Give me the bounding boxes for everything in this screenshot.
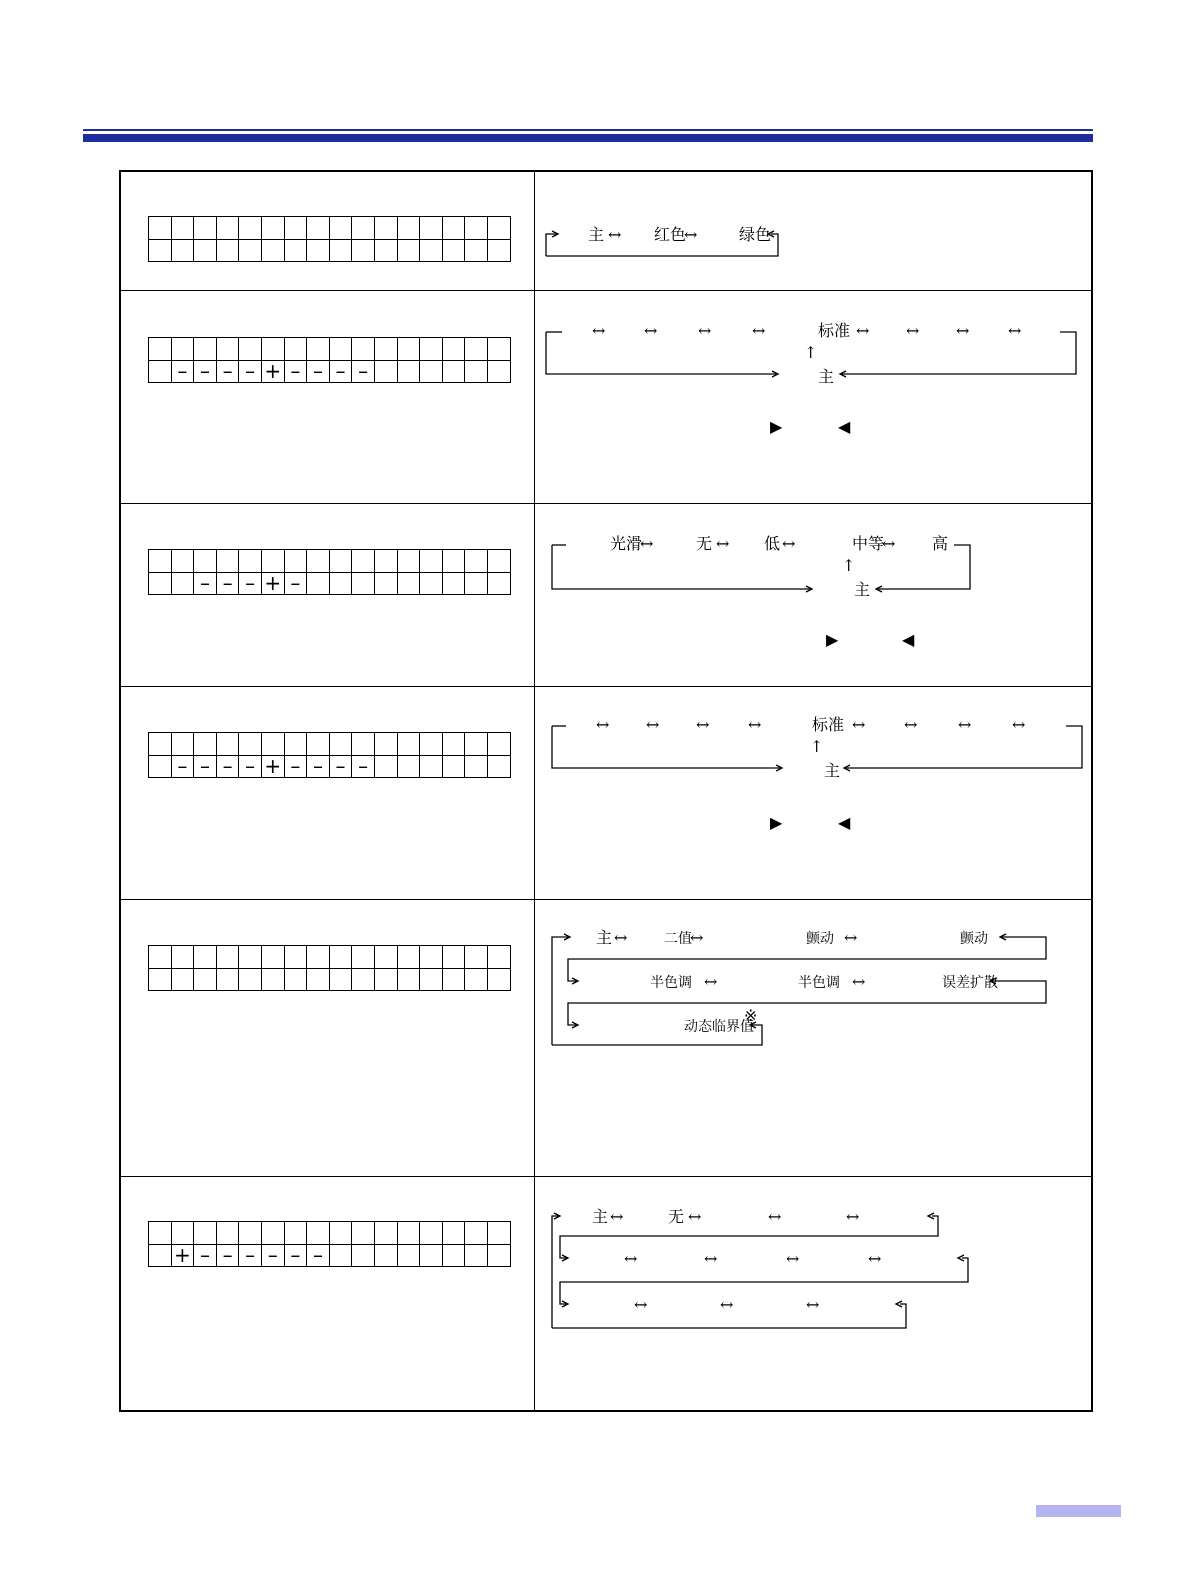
lcd-cell — [374, 239, 397, 262]
label-binary: 二值 — [664, 931, 692, 947]
lcd-cell — [171, 946, 194, 969]
lcd-cell — [465, 217, 488, 240]
lcd-cell — [420, 1222, 443, 1245]
arrow-lr: ↔ — [852, 715, 866, 734]
label-main: 主 — [596, 928, 613, 947]
edge-flow-diagram — [536, 505, 1091, 685]
lcd-cell — [216, 733, 239, 756]
lcd-cell — [261, 217, 284, 240]
lcd-cell — [352, 1222, 375, 1245]
lcd-cell: – — [239, 572, 262, 595]
lcd-cell — [239, 217, 262, 240]
column-divider — [534, 170, 535, 1412]
lcd-cell — [194, 733, 217, 756]
label-standard: 标准 — [818, 321, 851, 340]
lcd-cell — [397, 755, 420, 778]
lcd-cell — [397, 239, 420, 262]
row-divider — [119, 503, 1093, 504]
lcd-cell: – — [194, 1244, 217, 1267]
label-dither: 颤动 — [806, 931, 834, 947]
arrow-lr: ↔ — [610, 1207, 624, 1226]
arrow-lr: ↔ — [704, 1249, 718, 1268]
lcd-cell — [194, 946, 217, 969]
label-halftone: 半色调 — [650, 975, 692, 991]
note-mark: ※ — [744, 1006, 758, 1025]
lcd-cell — [239, 239, 262, 262]
page-tab — [1036, 1505, 1121, 1517]
lcd-cell — [307, 239, 330, 262]
lcd-cell — [171, 338, 194, 361]
lcd-cell: – — [239, 360, 262, 383]
lcd-cell — [149, 733, 172, 756]
lcd-cell: – — [216, 1244, 239, 1267]
loop-line — [560, 1258, 968, 1304]
lcd-cell — [465, 550, 488, 573]
lcd-cell — [329, 550, 352, 573]
lcd-cell — [374, 550, 397, 573]
lcd-cell: – — [216, 755, 239, 778]
lcd-cell: – — [171, 755, 194, 778]
lcd-cell — [261, 946, 284, 969]
arrow-lr: ↔ — [688, 1207, 702, 1226]
label-main: 主 — [592, 1207, 609, 1226]
lcd-cell: – — [171, 360, 194, 383]
lcd-cell — [149, 550, 172, 573]
lcd-cell — [194, 550, 217, 573]
lcd-cell: – — [307, 1244, 330, 1267]
lcd-cell — [487, 1244, 510, 1267]
label-medium: 中等 — [852, 534, 885, 553]
loop-line — [546, 234, 556, 256]
lcd-cell — [420, 733, 443, 756]
lcd-cell — [420, 550, 443, 573]
lcd-cell — [216, 946, 239, 969]
lcd-cell — [420, 360, 443, 383]
arrow-lr: ↔ — [704, 972, 718, 991]
lcd-cell: – — [329, 360, 352, 383]
lcd-cell — [261, 1222, 284, 1245]
lcd-cell — [307, 572, 330, 595]
label-red: 红色 — [654, 225, 687, 244]
lcd-cell: – — [284, 360, 307, 383]
arrow-lr: ↔ — [596, 715, 610, 734]
lcd-cell — [216, 968, 239, 991]
lcd-cell: – — [216, 360, 239, 383]
lcd-cell — [171, 572, 194, 595]
lcd-cell — [329, 733, 352, 756]
contrast-flow-diagram — [536, 688, 1091, 898]
lcd-cell — [171, 217, 194, 240]
lcd-cell — [261, 239, 284, 262]
lcd-cell — [216, 550, 239, 573]
lcd-cell — [194, 239, 217, 262]
lcd-cell — [374, 755, 397, 778]
lcd-cell — [329, 946, 352, 969]
lcd-cell — [261, 550, 284, 573]
lcd-cell: – — [329, 755, 352, 778]
lcd-cell — [307, 946, 330, 969]
lcd-cell — [284, 239, 307, 262]
lcd-cell — [216, 217, 239, 240]
lcd-cell — [149, 572, 172, 595]
arrow-lr: ↔ — [748, 715, 762, 734]
lcd-cell — [442, 550, 465, 573]
lcd-cell — [374, 217, 397, 240]
lcd-display — [148, 216, 511, 262]
arrow-lr: ↔ — [592, 321, 606, 340]
lcd-display — [148, 1221, 511, 1267]
lcd-cell — [487, 755, 510, 778]
lcd-cell — [397, 572, 420, 595]
lcd-cell — [194, 1222, 217, 1245]
arrow-lr: ↔ — [1008, 321, 1022, 340]
lcd-cell — [261, 733, 284, 756]
lcd-display — [148, 337, 511, 383]
right-triangle-icon: ▶ — [770, 813, 783, 832]
arrow-lr: ↔ — [1012, 715, 1026, 734]
lcd-cell — [149, 239, 172, 262]
arrow-lr: ↔ — [646, 715, 660, 734]
lcd-cell — [352, 968, 375, 991]
lcd-cell — [487, 733, 510, 756]
lcd-cell — [352, 338, 375, 361]
lcd-cell — [442, 946, 465, 969]
lcd-cell — [420, 755, 443, 778]
brightness-flow-diagram — [536, 292, 1091, 502]
arrow-lr: ↔ — [624, 1249, 638, 1268]
row-divider — [119, 290, 1093, 291]
lcd-cell — [465, 1244, 488, 1267]
lcd-cell — [397, 1244, 420, 1267]
lcd-cell — [420, 338, 443, 361]
lcd-cell — [442, 1244, 465, 1267]
lcd-cell: + — [171, 1244, 194, 1267]
right-triangle-icon: ▶ — [826, 630, 839, 649]
lcd-cell — [465, 733, 488, 756]
lcd-cell — [442, 755, 465, 778]
right-triangle-icon: ▶ — [770, 417, 783, 436]
lcd-cell — [284, 217, 307, 240]
lcd-cell — [397, 733, 420, 756]
lcd-cell — [307, 968, 330, 991]
lcd-display — [148, 732, 511, 778]
lcd-cell: – — [284, 755, 307, 778]
lcd-cell — [487, 968, 510, 991]
lcd-cell — [284, 338, 307, 361]
lcd-cell: – — [194, 360, 217, 383]
label-green: 绿色 — [739, 225, 772, 244]
lcd-cell — [329, 239, 352, 262]
lcd-cell — [216, 338, 239, 361]
lcd-cell — [171, 239, 194, 262]
lcd-cell — [307, 338, 330, 361]
lcd-cell — [374, 1222, 397, 1245]
arrow-lr: ↔ — [782, 534, 796, 553]
lcd-cell — [465, 968, 488, 991]
lcd-cell: + — [261, 755, 284, 778]
lcd-cell — [239, 1222, 262, 1245]
lcd-cell: + — [261, 360, 284, 383]
lcd-cell — [465, 239, 488, 262]
lcd-cell: – — [307, 360, 330, 383]
row-divider — [119, 686, 1093, 687]
lcd-cell — [420, 1244, 443, 1267]
lcd-display — [148, 549, 511, 595]
lcd-cell — [352, 217, 375, 240]
lcd-cell — [420, 239, 443, 262]
row-divider — [119, 899, 1093, 900]
lcd-cell: – — [352, 755, 375, 778]
arrow-lr: ↔ — [696, 715, 710, 734]
label-smooth: 光滑 — [610, 534, 643, 553]
lcd-cell: – — [239, 755, 262, 778]
lcd-cell: – — [284, 1244, 307, 1267]
loop-line — [552, 1216, 558, 1328]
lcd-cell — [374, 733, 397, 756]
lcd-cell — [194, 968, 217, 991]
left-triangle-icon: ◀ — [902, 630, 915, 649]
lcd-cell — [329, 572, 352, 595]
label-dither: 颤动 — [960, 931, 988, 947]
lcd-cell — [149, 755, 172, 778]
arrow-lr: ↔ — [882, 534, 896, 553]
lcd-cell — [352, 550, 375, 573]
lcd-cell — [487, 550, 510, 573]
lcd-cell — [149, 338, 172, 361]
arrow-lr: ↔ — [956, 321, 970, 340]
lcd-cell — [374, 572, 397, 595]
lcd-cell — [420, 572, 443, 595]
lcd-cell — [442, 733, 465, 756]
header-rule-thick — [83, 134, 1093, 142]
lcd-cell — [216, 1222, 239, 1245]
arrow-lr: ↔ — [852, 972, 866, 991]
lcd-cell — [487, 360, 510, 383]
label-main: 主 — [588, 225, 605, 244]
lcd-cell — [442, 968, 465, 991]
label-main: 主 — [824, 761, 841, 780]
label-main: 主 — [854, 580, 871, 599]
lcd-cell — [487, 217, 510, 240]
lcd-cell — [307, 217, 330, 240]
color-flow-diagram — [536, 172, 1091, 290]
arrow-lr: ↔ — [856, 321, 870, 340]
lcd-cell — [374, 968, 397, 991]
lcd-cell — [487, 946, 510, 969]
row-divider — [119, 1176, 1093, 1177]
lcd-cell — [171, 968, 194, 991]
lcd-cell — [465, 338, 488, 361]
lcd-cell — [352, 1244, 375, 1267]
arrow-lr: ↔ — [786, 1249, 800, 1268]
lcd-cell: – — [261, 1244, 284, 1267]
up-arrow: ↑ — [804, 343, 818, 362]
loop-line — [552, 726, 780, 768]
lcd-cell — [307, 1222, 330, 1245]
lcd-cell — [307, 733, 330, 756]
lcd-cell — [352, 946, 375, 969]
arrow-lr: ↔ — [906, 321, 920, 340]
lcd-cell — [352, 572, 375, 595]
lcd-cell — [465, 946, 488, 969]
lcd-cell — [194, 338, 217, 361]
lcd-cell — [329, 1244, 352, 1267]
lcd-cell — [487, 338, 510, 361]
loop-line — [552, 937, 568, 1045]
lcd-cell — [329, 338, 352, 361]
label-error-diffusion: 误差扩散 — [942, 975, 998, 991]
arrow-lr: ↔ — [614, 928, 628, 947]
lcd-cell — [284, 550, 307, 573]
lcd-cell — [149, 946, 172, 969]
lcd-cell — [487, 572, 510, 595]
lcd-cell — [284, 946, 307, 969]
lcd-cell — [171, 1222, 194, 1245]
loop-line — [546, 332, 776, 374]
arrow-lr: ↔ — [640, 534, 654, 553]
label-none: 无 — [696, 534, 713, 553]
label-none: 无 — [668, 1207, 685, 1226]
arrow-lr: ↔ — [868, 1249, 882, 1268]
lcd-cell — [239, 338, 262, 361]
lcd-cell — [284, 1222, 307, 1245]
lcd-cell — [329, 968, 352, 991]
arrow-lr: ↔ — [684, 225, 698, 244]
lcd-cell — [465, 1222, 488, 1245]
lcd-cell — [239, 946, 262, 969]
lcd-cell — [397, 1222, 420, 1245]
lcd-cell: + — [261, 572, 284, 595]
lcd-cell — [465, 755, 488, 778]
lcd-cell — [374, 360, 397, 383]
label-high: 高 — [932, 534, 949, 553]
lcd-cell — [397, 338, 420, 361]
lcd-cell — [442, 239, 465, 262]
lcd-cell — [261, 968, 284, 991]
lcd-cell: – — [307, 755, 330, 778]
lcd-cell — [239, 733, 262, 756]
lcd-cell — [171, 733, 194, 756]
label-low: 低 — [764, 534, 781, 553]
halftone-flow-diagram — [536, 901, 1091, 1175]
lcd-cell — [284, 733, 307, 756]
lcd-cell — [442, 338, 465, 361]
lcd-cell — [397, 946, 420, 969]
left-triangle-icon: ◀ — [838, 813, 851, 832]
arrow-lr: ↔ — [634, 1295, 648, 1314]
arrow-lr: ↔ — [644, 321, 658, 340]
lcd-cell — [397, 217, 420, 240]
lcd-cell — [374, 946, 397, 969]
lcd-cell — [352, 239, 375, 262]
lcd-cell — [261, 338, 284, 361]
arrow-lr: ↔ — [844, 928, 858, 947]
lcd-cell — [374, 338, 397, 361]
lcd-cell — [216, 239, 239, 262]
lcd-cell — [239, 968, 262, 991]
lcd-cell — [465, 572, 488, 595]
lcd-display — [148, 945, 511, 991]
lcd-cell — [284, 968, 307, 991]
lcd-cell: – — [194, 572, 217, 595]
left-triangle-icon: ◀ — [838, 417, 851, 436]
lcd-cell: – — [216, 572, 239, 595]
lcd-cell: – — [194, 755, 217, 778]
lcd-cell — [171, 550, 194, 573]
lcd-cell — [329, 1222, 352, 1245]
last-flow-diagram — [536, 1178, 1091, 1408]
lcd-cell — [397, 550, 420, 573]
lcd-cell — [374, 1244, 397, 1267]
label-dynamic-threshold: 动态临界值 — [684, 1019, 754, 1035]
lcd-cell — [149, 1222, 172, 1245]
header-rule-thin — [83, 129, 1093, 131]
lcd-cell — [420, 968, 443, 991]
lcd-cell — [149, 968, 172, 991]
lcd-cell: – — [239, 1244, 262, 1267]
lcd-cell — [487, 1222, 510, 1245]
lcd-cell — [397, 360, 420, 383]
arrow-lr: ↔ — [752, 321, 766, 340]
lcd-cell: – — [284, 572, 307, 595]
lcd-cell — [239, 550, 262, 573]
arrow-lr: ↔ — [720, 1295, 734, 1314]
arrow-lr: ↔ — [716, 534, 730, 553]
arrow-lr: ↔ — [806, 1295, 820, 1314]
label-halftone: 半色调 — [798, 975, 840, 991]
arrow-lr: ↔ — [846, 1207, 860, 1226]
arrow-lr: ↔ — [768, 1207, 782, 1226]
lcd-cell — [442, 572, 465, 595]
lcd-cell — [397, 968, 420, 991]
lcd-cell — [329, 217, 352, 240]
up-arrow: ↑ — [842, 556, 856, 575]
lcd-cell — [442, 217, 465, 240]
lcd-cell — [352, 733, 375, 756]
lcd-cell — [465, 360, 488, 383]
lcd-cell — [487, 239, 510, 262]
arrow-lr: ↔ — [958, 715, 972, 734]
lcd-cell — [307, 550, 330, 573]
label-standard: 标准 — [812, 715, 845, 734]
lcd-cell — [420, 217, 443, 240]
lcd-cell — [442, 1222, 465, 1245]
arrow-lr: ↔ — [904, 715, 918, 734]
lcd-cell — [149, 1244, 172, 1267]
lcd-cell — [194, 217, 217, 240]
arrow-lr: ↔ — [608, 225, 622, 244]
arrow-lr: ↔ — [690, 928, 704, 947]
lcd-cell — [442, 360, 465, 383]
lcd-cell — [149, 217, 172, 240]
lcd-cell — [420, 946, 443, 969]
lcd-cell: – — [352, 360, 375, 383]
up-arrow: ↑ — [810, 737, 824, 756]
lcd-cell — [149, 360, 172, 383]
label-main: 主 — [818, 367, 835, 386]
arrow-lr: ↔ — [698, 321, 712, 340]
